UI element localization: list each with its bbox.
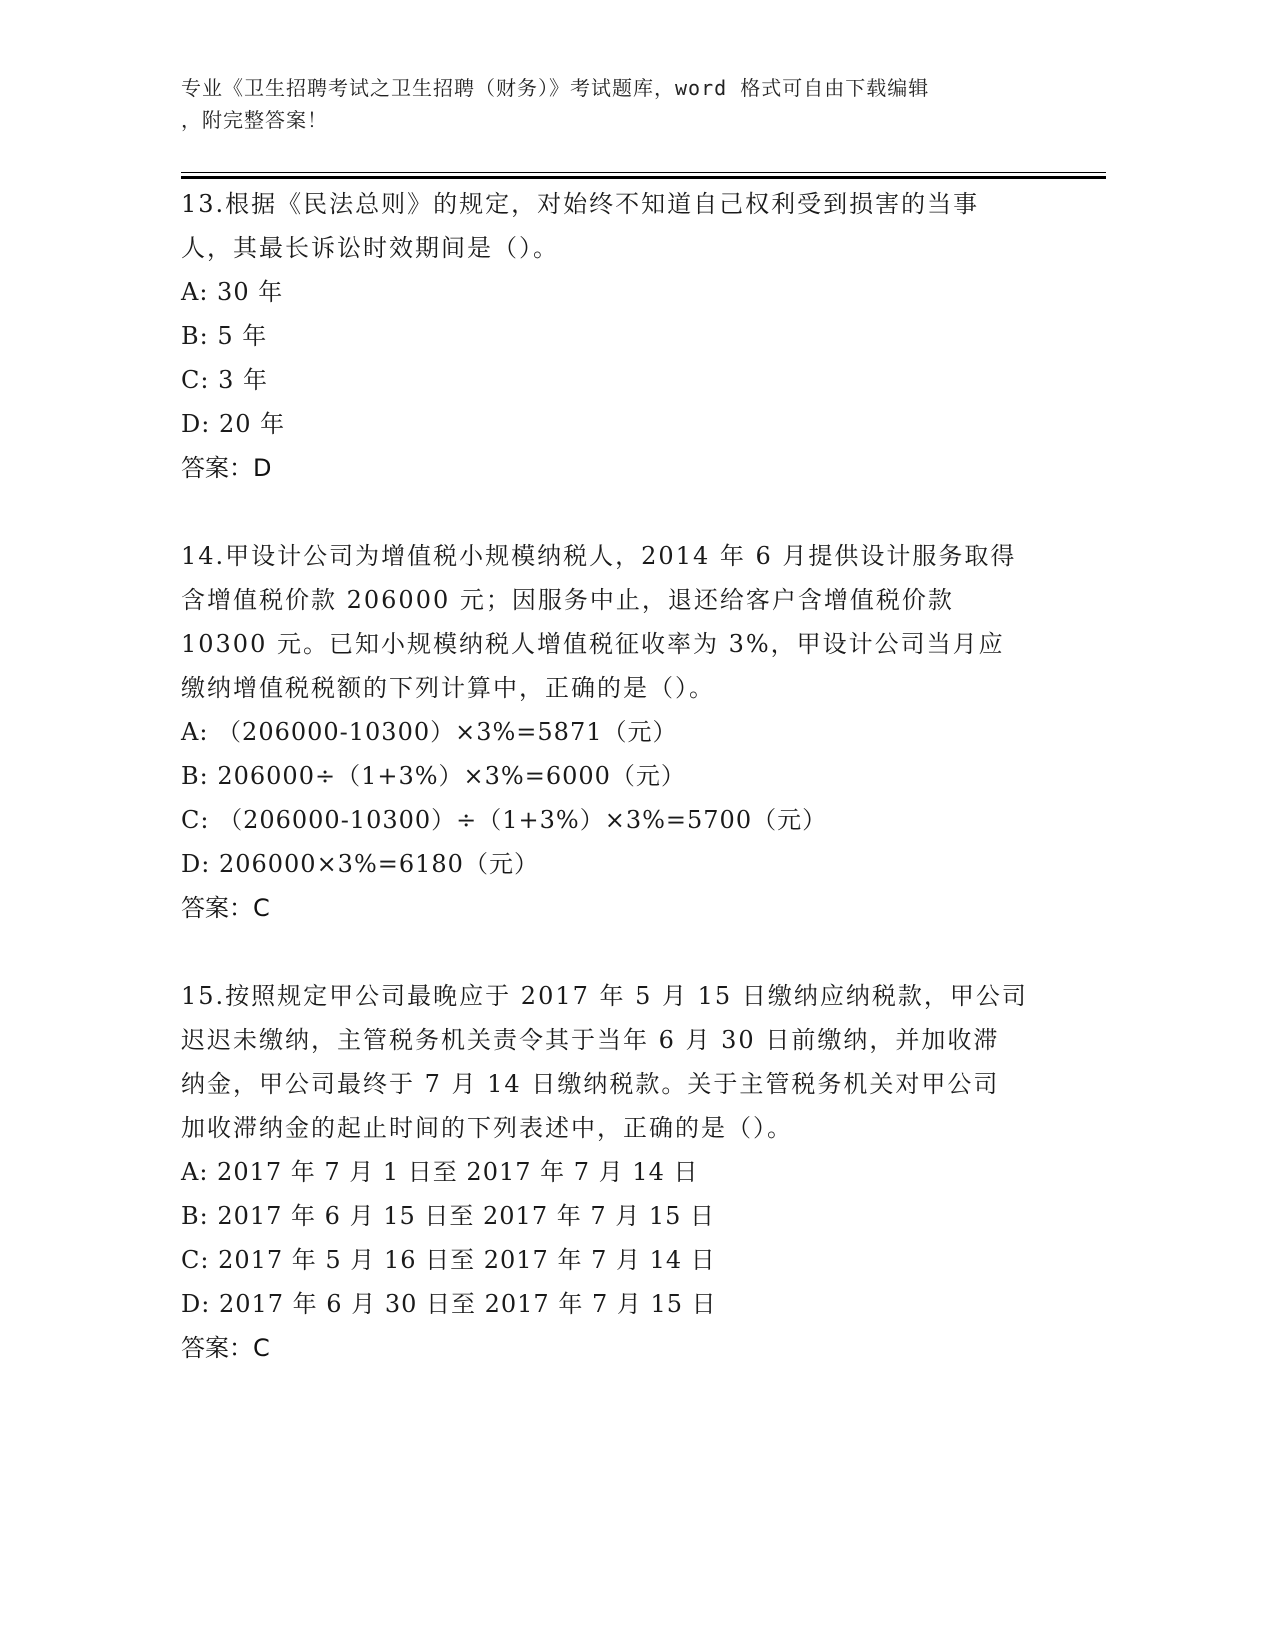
header-line-1: 专业《卫生招聘考试之卫生招聘（财务）》考试题库，word 格式可自由下载编辑 bbox=[181, 76, 930, 100]
option-a: A: （206000-10300）×3%=5871（元） bbox=[181, 718, 678, 746]
option-b: B: 2017 年 6 月 15 日至 2017 年 7 月 15 日 bbox=[181, 1202, 716, 1230]
question-15 bbox=[181, 974, 1061, 1370]
question-text-line: 缴纳增值税税额的下列计算中，正确的是（）。 bbox=[181, 674, 715, 702]
question-14 bbox=[181, 534, 1061, 930]
question-text-line: 10300 元。已知小规模纳税人增值税征收率为 3%，甲设计公司当月应 bbox=[181, 630, 1005, 658]
option-a: A: 30 年 bbox=[181, 278, 284, 306]
answer-line: 答案：D bbox=[181, 454, 272, 482]
question-text-line: 含增值税价款 206000 元；因服务中止，退还给客户含增值税价款 bbox=[181, 586, 954, 614]
header-divider-thick bbox=[181, 176, 1106, 179]
question-text-line: 14.甲设计公司为增值税小规模纳税人，2014 年 6 月提供设计服务取得 bbox=[181, 542, 1017, 570]
header-divider-thin bbox=[181, 172, 1106, 173]
option-c: C: 3 年 bbox=[181, 366, 268, 394]
question-text-line: 纳金，甲公司最终于 7 月 14 日缴纳税款。关于主管税务机关对甲公司 bbox=[181, 1070, 1000, 1098]
question-text-line: 加收滞纳金的起止时间的下列表述中，正确的是（）。 bbox=[181, 1114, 793, 1142]
option-a: A: 2017 年 7 月 1 日至 2017 年 7 月 14 日 bbox=[181, 1158, 699, 1186]
option-d: D: 206000×3%=6180（元） bbox=[181, 850, 539, 878]
question-text-line: 迟迟未缴纳，主管税务机关责令其于当年 6 月 30 日前缴纳，并加收滞 bbox=[181, 1026, 1000, 1054]
document-header bbox=[181, 72, 1041, 136]
option-c: C: （206000-10300）÷（1+3%）×3%=5700（元） bbox=[181, 806, 828, 834]
option-b: B: 5 年 bbox=[181, 322, 268, 350]
header-line-2: ，附完整答案！ bbox=[181, 108, 328, 132]
question-text-line: 人，其最长诉讼时效期间是（）。 bbox=[181, 234, 559, 262]
answer-line: 答案：C bbox=[181, 1334, 270, 1362]
option-c: C: 2017 年 5 月 16 日至 2017 年 7 月 14 日 bbox=[181, 1246, 716, 1274]
option-d: D: 20 年 bbox=[181, 410, 286, 438]
option-d: D: 2017 年 6 月 30 日至 2017 年 7 月 15 日 bbox=[181, 1290, 717, 1318]
questions-container bbox=[181, 182, 1061, 1414]
option-b: B: 206000÷（1+3%）×3%=6000（元） bbox=[181, 762, 686, 790]
question-text-line: 13.根据《民法总则》的规定，对始终不知道自己权利受到损害的当事 bbox=[181, 190, 980, 218]
answer-line: 答案：C bbox=[181, 894, 270, 922]
question-13 bbox=[181, 182, 1061, 490]
question-text-line: 15.按照规定甲公司最晚应于 2017 年 5 月 15 日缴纳应纳税款，甲公司 bbox=[181, 982, 1028, 1010]
